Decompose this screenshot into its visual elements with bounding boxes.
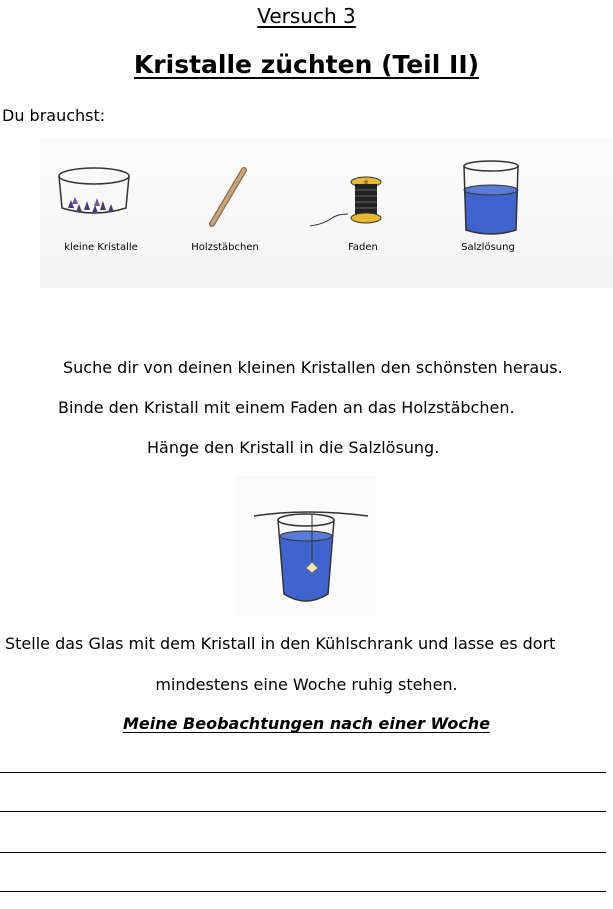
observations-heading-text: Meine Beobachtungen nach einer Woche (122, 714, 491, 733)
material-label: Faden (348, 242, 378, 253)
crystal-bowl-icon (54, 164, 134, 220)
page-title (0, 50, 613, 79)
materials-heading: Du brauchst: (2, 106, 106, 125)
writing-line (0, 772, 606, 773)
writing-line (0, 891, 606, 892)
material-label: Salzlösung (461, 242, 515, 253)
experiment-number-text: Versuch 3 (257, 4, 356, 28)
page-title-text: Kristalle züchten (Teil II) (133, 50, 480, 79)
material-label: Holzstäbchen (191, 242, 259, 253)
experiment-number (0, 4, 613, 28)
material-label: kleine Kristalle (64, 242, 138, 253)
observations-heading (0, 714, 613, 733)
instruction-step: Binde den Kristall mit einem Faden an das Holzstäbchen. (58, 398, 515, 417)
instruction-step: Suche dir von deinen kleinen Kristallen den schönsten heraus. (63, 358, 563, 377)
salt-solution-glass-icon (458, 160, 524, 238)
instruction-step: Hänge den Kristall in die Salzlösung. (147, 438, 440, 457)
final-note-line-2: mindestens eine Woche ruhig stehen. (155, 675, 458, 694)
wooden-stick-icon (204, 166, 254, 228)
writing-line (0, 811, 606, 812)
writing-line (0, 852, 606, 853)
final-note-line-1: Stelle das Glas mit dem Kristall in den Kühlschrank und lasse es dort (5, 634, 556, 653)
thread-spool-icon (308, 174, 388, 230)
hanging-crystal-jar-icon (236, 476, 376, 616)
materials-panel (40, 138, 613, 288)
